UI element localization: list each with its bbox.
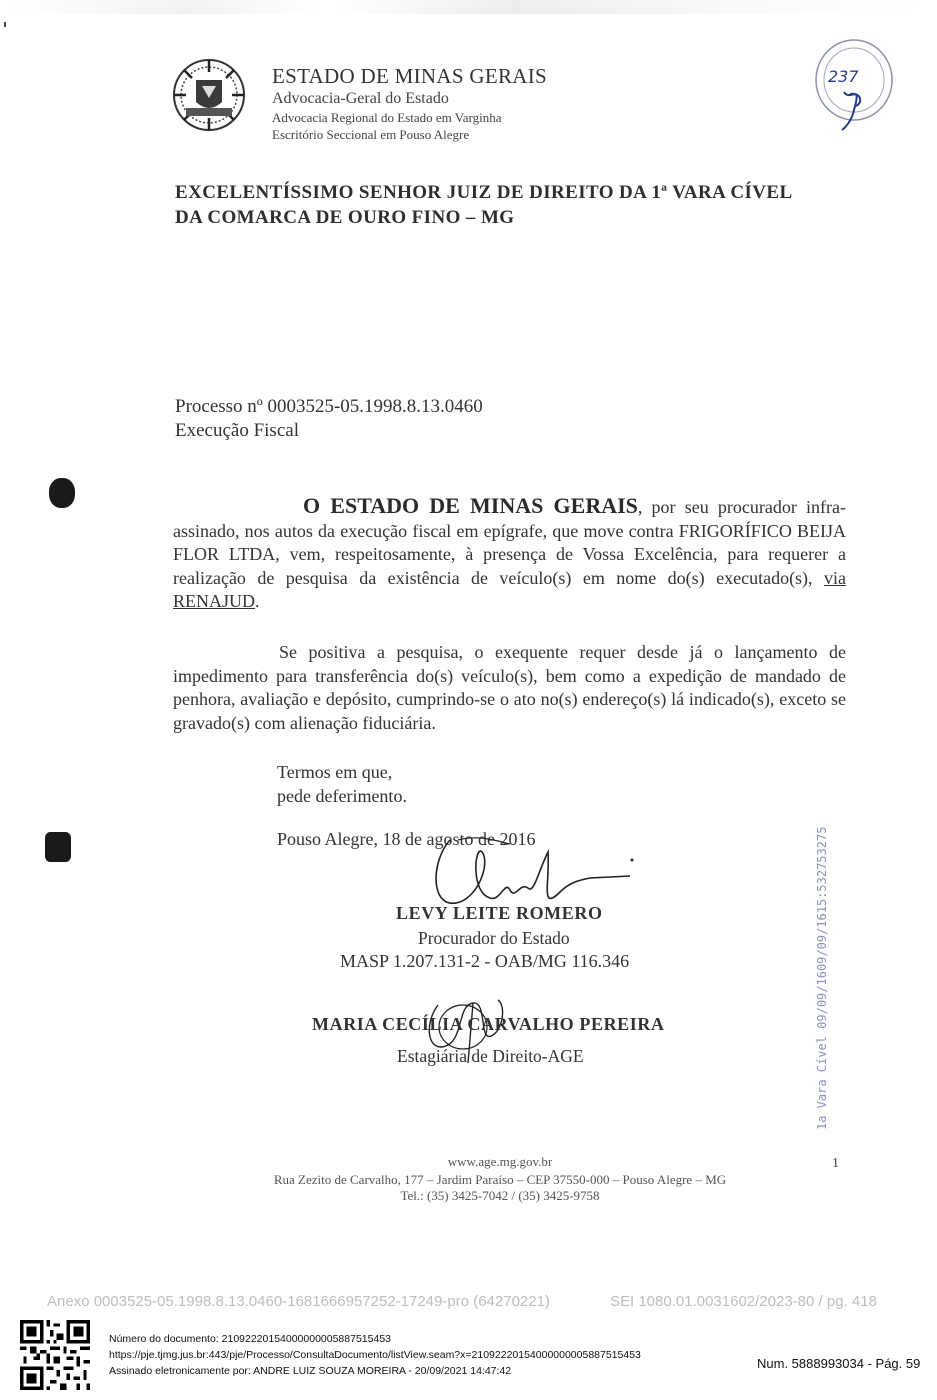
- process-number: Processo nº 0003525-05.1998.8.13.0460: [175, 396, 483, 417]
- renajud-reference: via RENAJUD: [173, 567, 846, 611]
- closing: [277, 760, 407, 808]
- place-date: Pouso Alegre, 18 de agosto de 2016: [277, 829, 536, 849]
- header-agency: Advocacia-Geral do Estado: [272, 90, 449, 107]
- doc-signed-by: Assinado eletronicamente por: ANDRE LUIZ SOUZA MOREIRA - 20/09/2021 14:47:42: [109, 1365, 512, 1377]
- footer-website: www.age.mg.gov.br: [447, 1154, 553, 1169]
- punch-hole: [49, 478, 75, 508]
- doc-url[interactable]: https://pje.tjmg.jus.br:443/pje/Processo/ConsultaDocumento/listView.seam?x=21092220154000000005887515453: [109, 1349, 641, 1361]
- folio-number: 237: [828, 67, 859, 86]
- coat-of-arms-icon: [172, 58, 246, 132]
- scan-noise: [0, 0, 937, 14]
- body-paragraph-2: [173, 641, 846, 735]
- signatory1-name: LEVY LEITE ROMERO: [396, 903, 603, 923]
- protocol-stamp: 1a Vara Cível 09/09/1609/09/1615:532753275: [815, 826, 829, 1130]
- doc-number: Número do documento: 21092220154000000005887515453: [109, 1333, 391, 1345]
- process-type: Execução Fiscal: [175, 420, 299, 441]
- footer-address: Rua Zezito de Carvalho, 177 – Jardim Paraíso – CEP 37550-000 – Pouso Alegre – MG: [273, 1172, 727, 1187]
- signatory2-role: Estagiária de Direito-AGE: [397, 1046, 584, 1066]
- header-office: Escritório Seccional em Pouso Alegre: [272, 127, 470, 142]
- process-block: [175, 395, 483, 443]
- page-number: 1: [832, 1156, 839, 1171]
- sei-label: SEI 1080.01.0031602/2023-80 / pg. 418: [610, 1293, 877, 1310]
- body-paragraph-1: O ESTADO DE MINAS GERAIS, por seu procurador infra-assinado, nos autos da execução fiscal em epígrafe, que move contra FRIGORÍFICO BEIJA FLOR LTDA, vem, respeitosamente, à presença de Vossa Excelência, para requerer a realização de pesquisa da existência de veículo(s) em nome do(s) executado(s), via RENAJUD.: [173, 493, 846, 611]
- addressee-line1: EXCELENTÍSSIMO SENHOR JUIZ DE DIREITO DA 1ª VARA CÍVEL: [175, 182, 793, 203]
- qr-code-icon: [20, 1320, 90, 1390]
- signature-1: [420, 832, 650, 942]
- footer-phone: Tel.: (35) 3425-7042 / (35) 3425-9758: [400, 1188, 600, 1203]
- header-regional: Advocacia Regional do Estado em Varginha: [272, 110, 502, 125]
- paragraph-text: Se positiva a pesquisa, o exequente requer desde já o lançamento de impedimento para transferência do(s) veículo(s), bem como a expedição de mandado de penhora, avaliação e depósito, cumprindo-se o ato no(s) endereço(s) lá indicado(s), exceto se gravado(s) com alienação fiduciária.: [173, 642, 846, 733]
- closing-line1: Termos em que,: [277, 762, 393, 782]
- closing-line2: pede deferimento.: [277, 786, 407, 806]
- punch-hole: [45, 832, 71, 862]
- doc-page-ref: Num. 5888993034 - Pág. 59: [757, 1356, 921, 1371]
- signatory2-name: MARIA CECÍLIA CARVALHO PEREIRA: [312, 1014, 665, 1034]
- addressee: [175, 180, 855, 230]
- annex-label: Anexo 0003525-05.1998.8.13.0460-1681666957252-17249-pro (64270221): [47, 1293, 550, 1310]
- header-state: ESTADO DE MINAS GERAIS: [272, 64, 548, 88]
- party-name: O ESTADO DE MINAS GERAIS: [303, 493, 638, 518]
- scan-mark: [4, 22, 6, 27]
- paragraph-text: , por seu procurador infra-assinado, nos autos da execução fiscal em epígrafe, que move contra FRIGORÍFICO BEIJA FLOR LTDA, vem, respeitosamente, à presença de Vossa Excelência, para requerer a realização de pesquisa da existência de veículo(s) em nome do(s) executado(s),: [173, 497, 846, 588]
- folio-stamp: [806, 32, 898, 132]
- signatory1-role: Procurador do Estado: [418, 928, 570, 948]
- addressee-line2: DA COMARCA DE OURO FINO – MG: [175, 207, 515, 228]
- signatory1-id: MASP 1.207.131-2 - OAB/MG 116.346: [340, 951, 630, 971]
